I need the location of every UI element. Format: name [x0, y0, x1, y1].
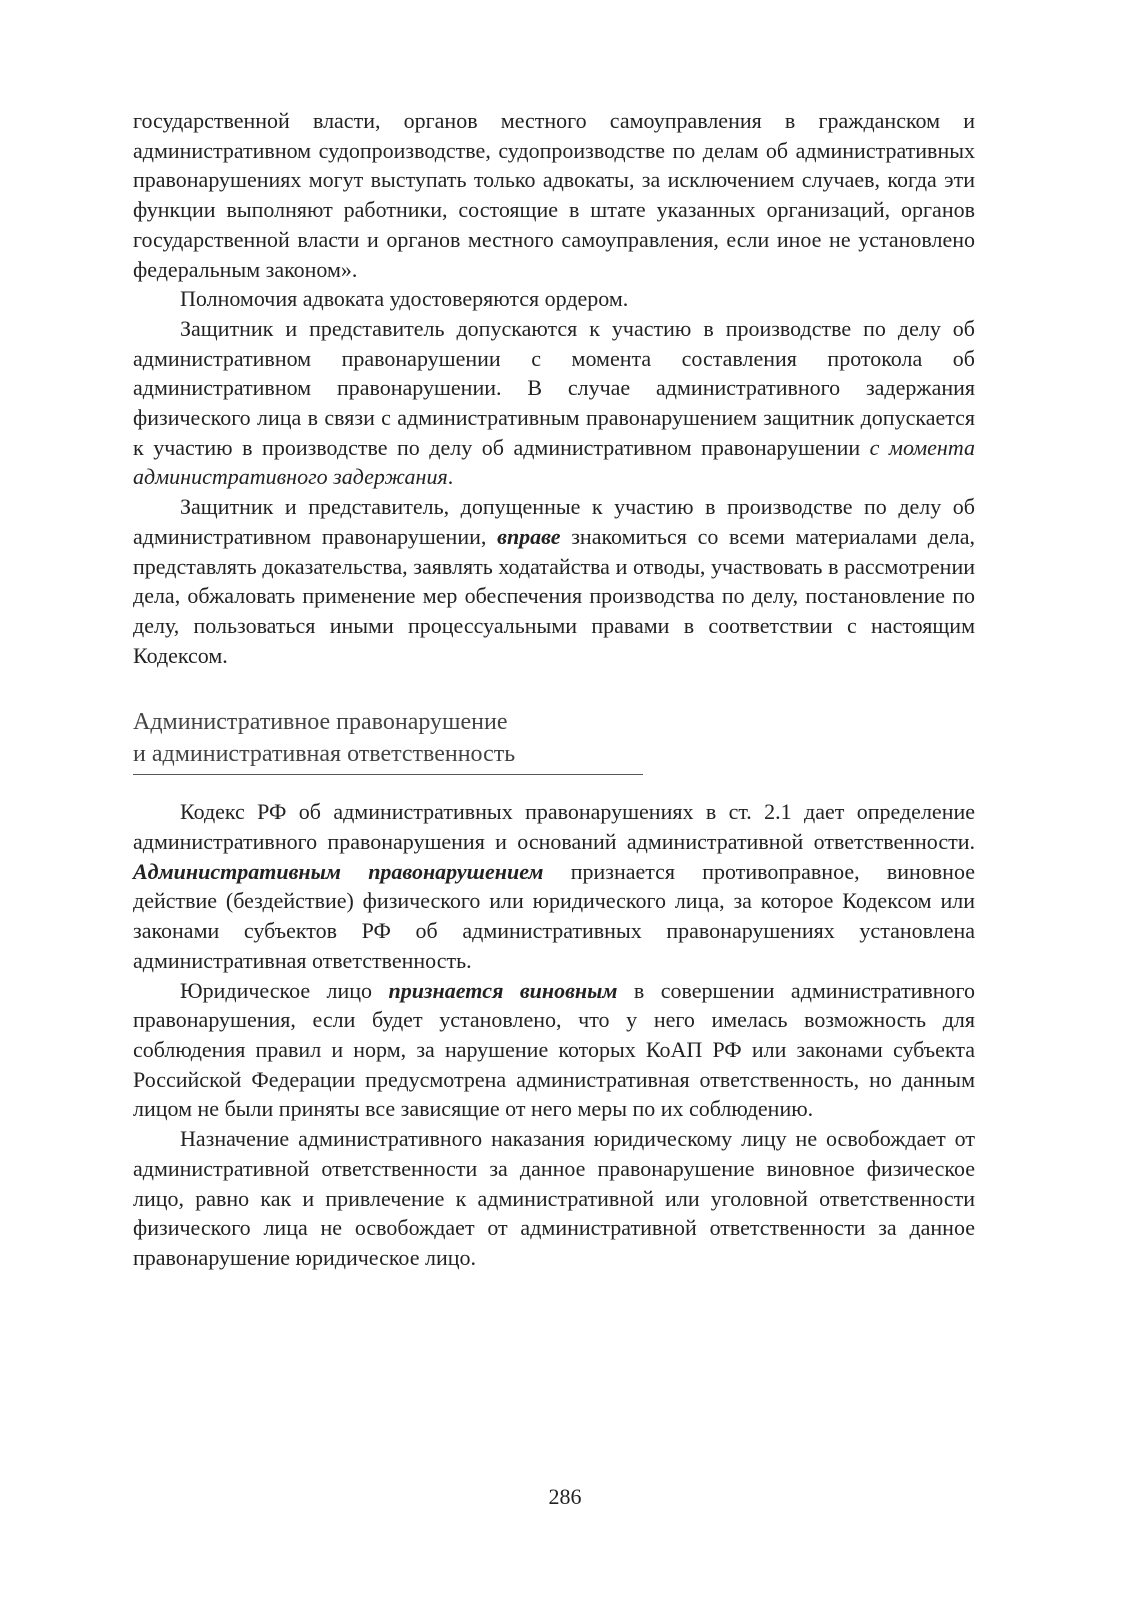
section-heading-line: Административное правонарушение	[133, 709, 508, 736]
paragraph-text: признается противоправное, виновное действие (бездействие) физического или юридического лица, за которое Кодексом или законами субъектов РФ об административных правонарушениях установлена административная ответственность.	[133, 858, 975, 973]
paragraph-defender-rights	[133, 492, 975, 670]
paragraph-definition	[133, 797, 975, 975]
paragraph-penalty: Назначение административного наказания юридическому лицу не освобождает от административной ответственности за данное правонарушение виновное физическое лицо, равно как и привлечение к административной или уголовной ответственности физического лица не освобождает от административной ответственности за данное правонарушение юридическое лицо.	[133, 1126, 975, 1270]
paragraph-text: знакомиться со всеми материалами дела, представлять доказательства, заявлять ходатайства и отводы, участвовать в рассмотрении дела, обжаловать применение мер обеспечения производства по делу, постановление по делу, пользоваться иными процессуальными правами в соответствии с настоящим Кодексом.	[133, 523, 975, 668]
paragraph-text: Кодекс РФ об административных правонарушениях в ст. 2.1 дает определение административного правонарушения и оснований административной ответственности.	[133, 799, 975, 855]
page-number: 286	[548, 1484, 582, 1509]
section-heading-line: и административная ответственность	[133, 741, 516, 768]
paragraph-lawyer-powers: Полномочия адвоката удостоверяются ордером.	[180, 286, 629, 312]
emphasis-text: признается виновным	[388, 977, 618, 1003]
emphasis-text: вправе	[497, 523, 561, 549]
paragraph-continuation: государственной власти, органов местного самоуправления в гражданском и административном судопроизводстве, судопроизводстве по делам об административных правонарушениях могут выступать только адвокаты, за исключением случаев, когда эти функции выполняют работники, состоящие в штате указанных организаций, органов государственной власти и органов местного самоуправления, если иное не установлено федеральным законом».	[133, 108, 975, 282]
section-heading	[133, 706, 643, 775]
emphasis-text: с момента административного задержания	[133, 434, 975, 490]
paragraph-defender-admission	[133, 314, 975, 492]
paragraph-text: .	[447, 464, 454, 490]
paragraph-legal-entity-guilt	[133, 976, 975, 1125]
defined-term: Административным правонарушением	[133, 858, 544, 884]
paragraph-text: в совершении административного правонарушения, если будет установлено, что у него имелась возможность для соблюдения правил и норм, за нарушение которых КоАП РФ или законами субъекта Российской Федерации предусмотрена административная ответственность, но данным лицом не были приняты все зависящие от него меры по их соблюдению.	[133, 977, 975, 1122]
paragraph-text: Защитник и представитель допускаются к участию в производстве по делу об административном правонарушении с момента составления протокола об административном правонарушении. В случае административного задержания физического лица в связи с административным правонарушением защитник допускается к участию в производстве по делу об административном правонарушении	[133, 315, 975, 460]
paragraph-text: Защитник и представитель, допущенные к участию в производстве по делу об административном правонарушении,	[133, 494, 975, 549]
paragraph-text: Юридическое лицо	[180, 977, 389, 1003]
page-content	[133, 106, 975, 1273]
